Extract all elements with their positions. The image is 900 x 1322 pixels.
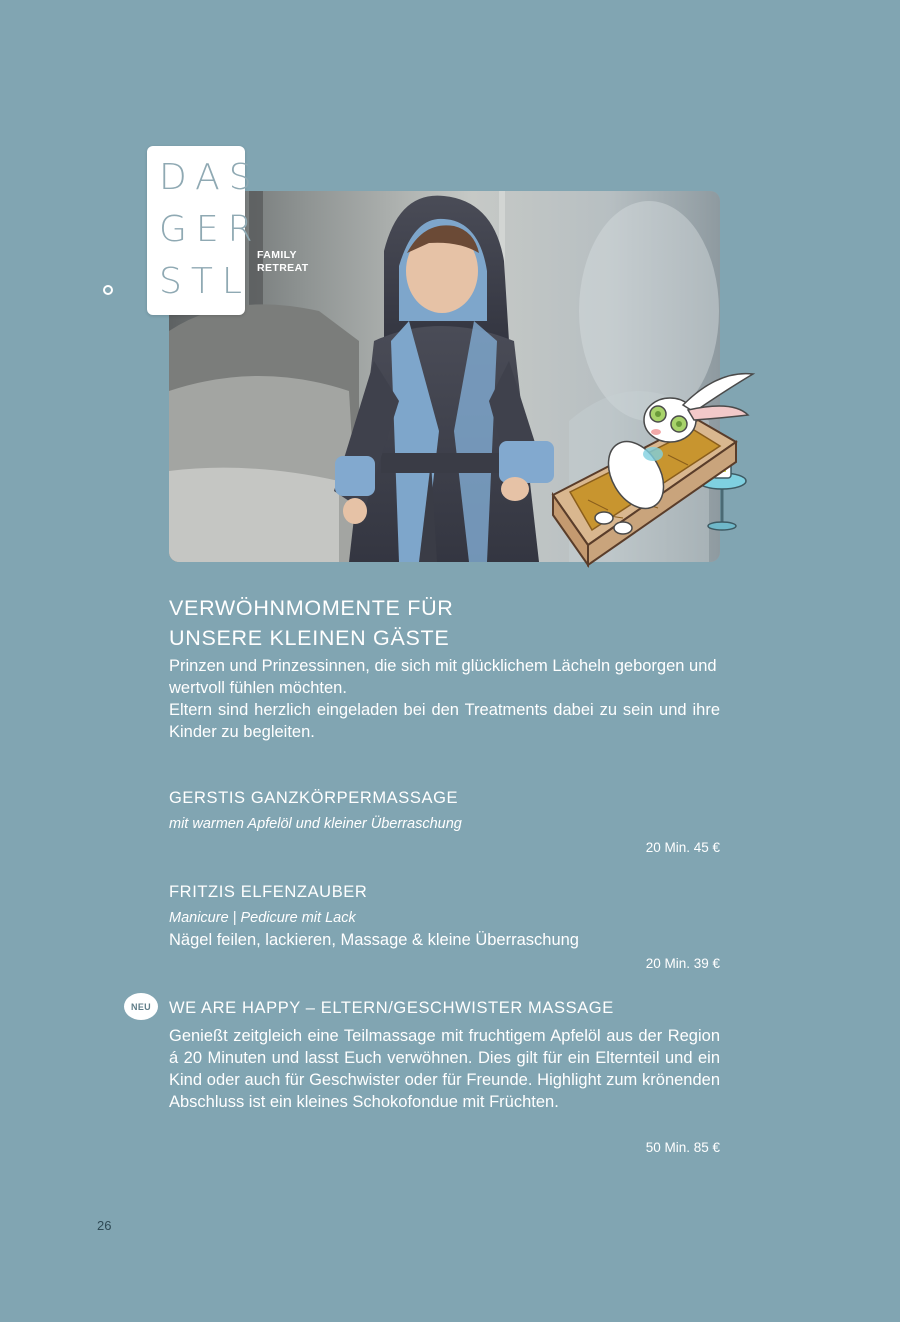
treatment-1-title: GERSTIS GANZKÖRPERMASSAGE xyxy=(169,789,459,807)
treatment-3-price: 50 Min. 85 € xyxy=(645,1140,720,1155)
bunny-illustration xyxy=(548,360,760,575)
logo-line-2: GER xyxy=(159,209,262,250)
intro-text xyxy=(169,655,720,743)
treatment-3-title: WE ARE HAPPY – ELTERN/GESCHWISTER MASSAGE xyxy=(169,999,614,1017)
heading-line-2: UNSERE KLEINEN GÄSTE xyxy=(169,626,450,650)
treatment-3-description: Genießt zeitgleich eine Teilmassage mit fruchtigem Apfelöl aus der Region á 20 Minuten und lasst Euch verwöhnen. Dies gilt für ein Elternteil und ein Kind oder auch für Geschwister oder für Freunde. Highlight zum krönenden Abschluss ist ein kleines Schokofondue mit Früchten. xyxy=(169,1027,720,1111)
logo-ring-icon xyxy=(103,285,113,295)
section-heading xyxy=(169,593,729,653)
bunny-cheek xyxy=(651,429,661,435)
treatment-2-title: FRITZIS ELFENZAUBER xyxy=(169,883,368,901)
treatment-2-subtitle: Manicure | Pedicure mit Lack xyxy=(169,910,356,926)
bunny-towel xyxy=(643,447,663,461)
bunny-foot xyxy=(595,512,613,524)
logo-line-3: STL xyxy=(159,261,251,302)
page-number: 26 xyxy=(97,1218,112,1233)
intro-paragraph-2: Eltern sind herzlich eingeladen bei den Treatments dabei zu sein und ihre Kinder zu begleiten. xyxy=(169,701,720,741)
brand-tagline-line1: FAMILY xyxy=(257,249,297,261)
bunny-ear-right xyxy=(688,406,748,420)
logo-line-1: DAS xyxy=(159,157,261,198)
intro-paragraph-1: Prinzen und Prinzessinnen, die sich mit glücklichem Lächeln geborgen und wertvoll fühlen möchten. xyxy=(169,657,717,697)
table-base xyxy=(708,522,736,530)
treatment-1-price: 20 Min. 45 € xyxy=(645,840,720,855)
cucumber-seed xyxy=(655,411,661,417)
brand-tagline xyxy=(257,249,309,275)
treatment-2-price: 20 Min. 39 € xyxy=(645,956,720,971)
heading-line-1: VERWÖHNMOMENTE FÜR xyxy=(169,596,454,620)
treatment-1-subtitle: mit warmen Apfelöl und kleiner Überraschung xyxy=(169,816,462,832)
brand-logo xyxy=(147,146,262,315)
cucumber-seed xyxy=(676,421,682,427)
new-badge: NEU xyxy=(124,993,158,1020)
brand-tagline-line2: RETREAT xyxy=(257,262,309,274)
treatment-2-description: Nägel feilen, lackieren, Massage & kleine Überraschung xyxy=(169,931,579,949)
bunny-foot xyxy=(614,522,632,534)
